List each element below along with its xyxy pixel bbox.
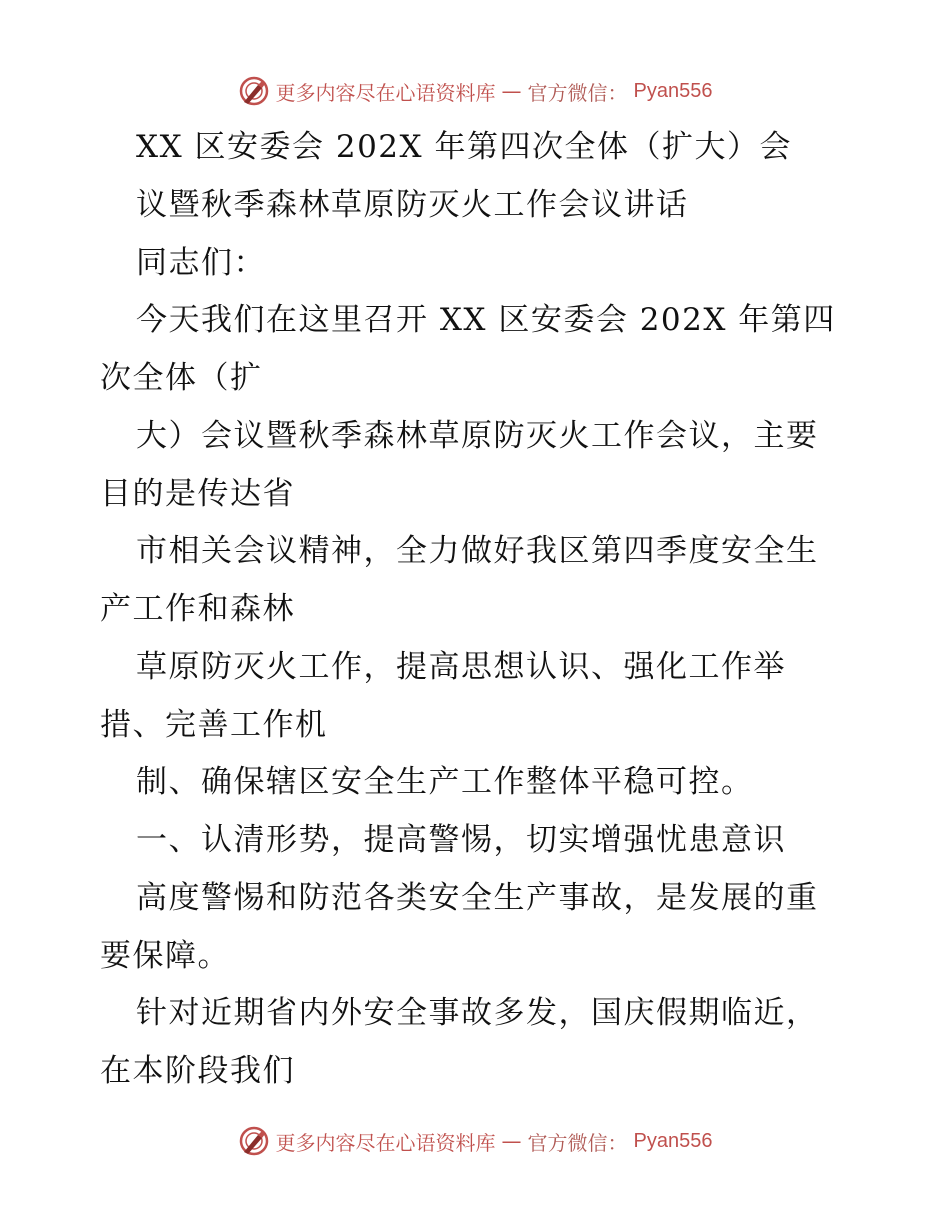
- document-line: 高度警惕和防范各类安全生产事故，是发展的重: [136, 880, 819, 916]
- watermark-banner-bottom: [0, 1121, 950, 1161]
- document-line: 大）会议暨秋季森林草原防灭火工作会议，主要: [136, 418, 819, 454]
- watermark-main-text: 更多内容尽在心语资料库: [275, 80, 496, 105]
- document-line: XX 区安委会 202X 年第四次全体（扩大）会: [136, 129, 792, 165]
- document-line: 制、确保辖区安全生产工作整体平稳可控。: [136, 764, 754, 800]
- document-line: 草原防灭火工作，提高思想认识、强化工作举: [136, 649, 786, 685]
- watermark-account: Pyan556: [633, 79, 713, 102]
- document-line: 产工作和森林: [100, 591, 295, 627]
- document-line: 措、完善工作机: [100, 707, 328, 743]
- document-line: 今天我们在这里召开 XX 区安委会 202X 年第四: [136, 302, 836, 338]
- watermark-main-text: 更多内容尽在心语资料库: [275, 1130, 496, 1155]
- document-line: 议暨秋季森林草原防灭火工作会议讲话: [136, 187, 689, 223]
- document-line: 目的是传达省: [100, 476, 295, 512]
- document-line: 同志们：: [136, 245, 266, 281]
- watermark-separator: —: [501, 1129, 522, 1153]
- watermark-sub-text: 官方微信：: [527, 80, 628, 105]
- document-line: 一、认清形势，提高警惕，切实增强忧患意识: [136, 822, 786, 858]
- document-line: 针对近期省内外安全事故多发，国庆假期临近，: [136, 995, 819, 1031]
- pen-logo-icon: [238, 75, 270, 107]
- watermark-separator: —: [501, 79, 522, 103]
- watermark-banner-top: [0, 71, 950, 111]
- document-line: 要保障。: [100, 938, 230, 974]
- document-line: 次全体（扩: [100, 360, 263, 396]
- watermark-sub-text: 官方微信：: [527, 1130, 628, 1155]
- document-line: 在本阶段我们: [100, 1053, 295, 1089]
- pen-logo-icon: [238, 1125, 270, 1157]
- document-line: 市相关会议精神，全力做好我区第四季度安全生: [136, 533, 819, 569]
- watermark-account: Pyan556: [633, 1129, 713, 1152]
